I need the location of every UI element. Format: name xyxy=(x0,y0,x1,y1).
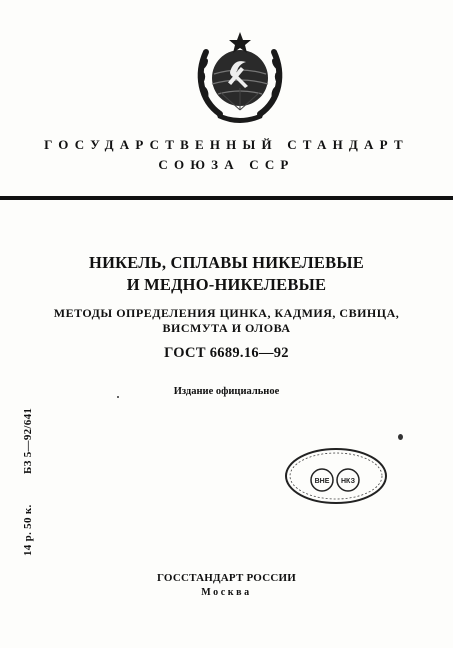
publisher: ГОССТАНДАРТ РОССИИ xyxy=(157,572,296,584)
subtitle-line-1: МЕТОДЫ ОПРЕДЕЛЕНИЯ ЦИНКА, КАДМИЯ, СВИНЦА, xyxy=(53,306,400,320)
state-emblem-icon xyxy=(190,30,290,124)
horizontal-rule xyxy=(0,196,453,200)
library-stamp xyxy=(282,440,390,510)
header-line-1: ГОСУДАРСТВЕННЫЙ СТАНДАРТ xyxy=(44,137,409,152)
ink-speck xyxy=(117,396,119,398)
stamp-right-text: НКЗ xyxy=(341,478,355,485)
standard-number: ГОСТ 6689.16—92 xyxy=(164,345,289,361)
ink-speck xyxy=(398,434,403,440)
title-line-1: НИКЕЛЬ, СПЛАВЫ НИКЕЛЕВЫЕ xyxy=(89,253,364,272)
edition-label: Издание официальное xyxy=(173,386,280,397)
city: Москва xyxy=(201,587,252,598)
title-line-2: И МЕДНО-НИКЕЛЕВЫЕ xyxy=(126,275,327,294)
side-price: 14 р. 50 к. xyxy=(22,504,34,556)
subtitle-line-2: ВИСМУТА И ОЛОВА xyxy=(162,321,291,335)
side-code: БЗ 5—92/641 xyxy=(22,407,34,474)
stamp-left-text: ВНЕ xyxy=(314,478,330,485)
header-line-2: СОЮЗА ССР xyxy=(158,157,295,172)
